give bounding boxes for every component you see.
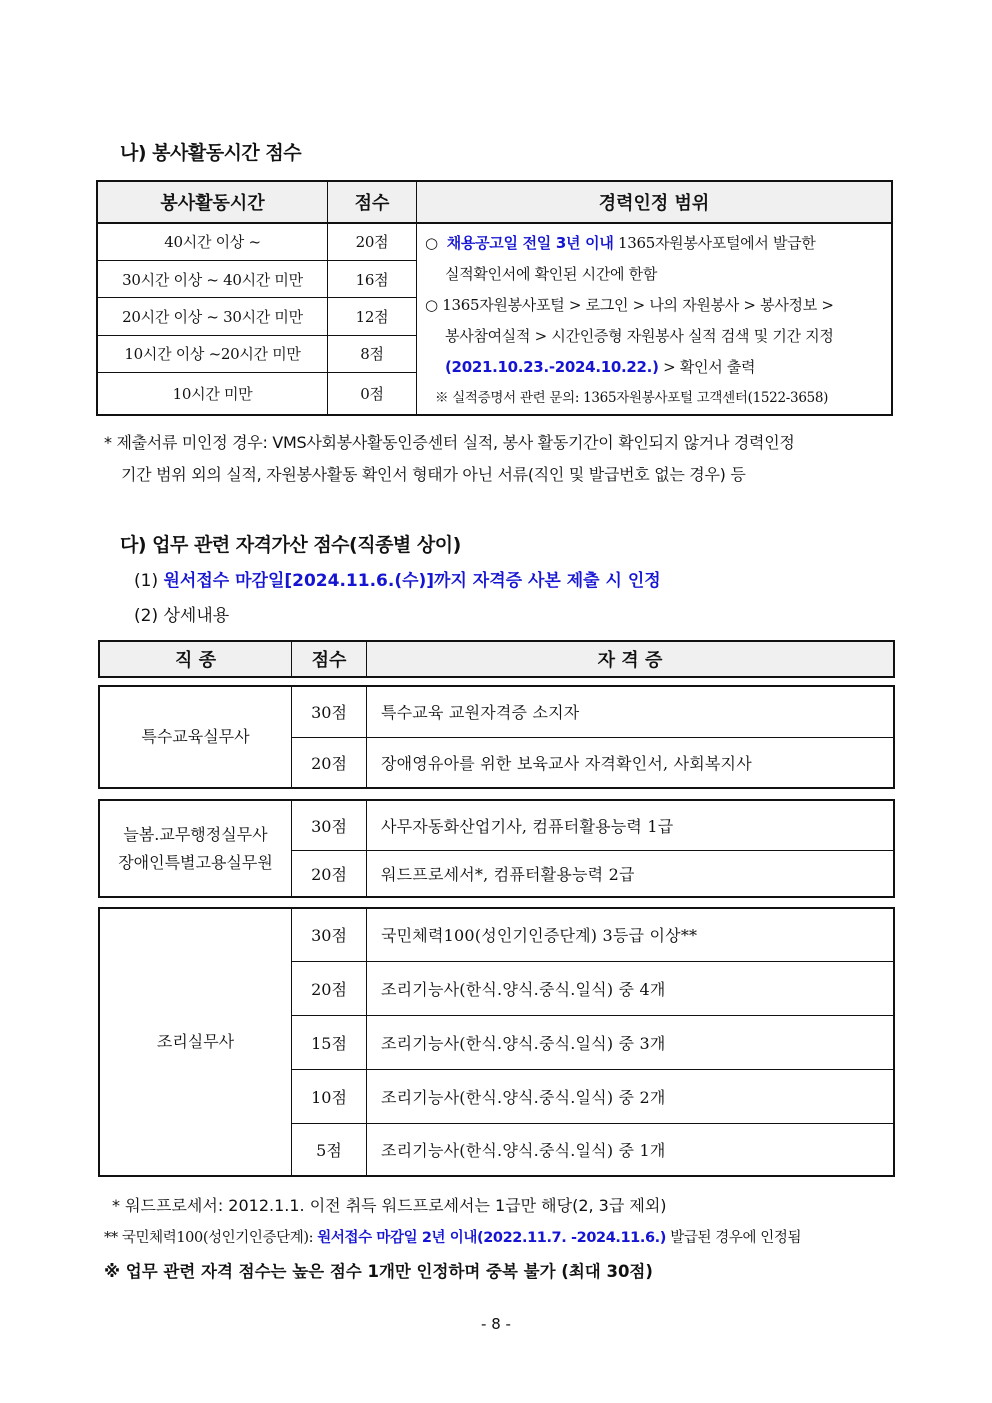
- page-number: - 8 -: [481, 1315, 511, 1333]
- volunteer-note-line2: 기간 범위 외의 실적, 자원봉사활동 확인서 형태가 아닌 서류(직인 및 발급번호 없는 경우) 등: [121, 465, 746, 484]
- volunteer-score-table: [96, 180, 893, 416]
- header-score: 점수: [292, 641, 367, 677]
- hours-cell: 10시간 이상 ~20시간 미만: [97, 335, 328, 372]
- hours-cell: 30시간 이상 ~ 40시간 미만: [97, 260, 328, 297]
- header-volunteer-hours: 봉사활동시간: [97, 181, 328, 223]
- range-bullet-1-cont: 실적확인서에 확인된 시간에 한함: [445, 265, 658, 283]
- range-note: ※ 실적증명서 관련 문의: 1365자원봉사포털 고객센터(1522-3658): [435, 390, 829, 406]
- certificate-cell: 사무자동화산업기사, 컴퓨터활용능력 1급: [367, 800, 895, 850]
- score-cell: 10점: [292, 1069, 367, 1123]
- qualification-header-table: [98, 640, 895, 678]
- header-job: 직 종: [99, 641, 292, 677]
- footnote-fitness: ** 국민체력100(성인기인증단계): 원서접수 마감일 2년 이내(2022.11.7. -2024.11.6.) 발급된 경우에 인정됨: [104, 1230, 802, 1246]
- volunteer-note-line1: * 제출서류 미인정 경우: VMS사회봉사활동인증센터 실적, 봉사 활동기간이 확인되지 않거나 경력인정: [104, 433, 795, 452]
- range-bullet-1: ○ 채용공고일 전일 3년 이내 1365자원봉사포털에서 발급한: [425, 234, 816, 252]
- qualification-group-cook: [98, 907, 895, 1177]
- certificate-cell: 국민체력100(성인기인증단계) 3등급 이상**: [367, 908, 895, 961]
- certificate-cell: 조리기능사(한식.양식.중식.일식) 중 4개: [367, 961, 895, 1015]
- hours-cell: 40시간 이상 ~: [97, 223, 328, 260]
- job-cell: 특수교육실무사: [99, 686, 292, 788]
- score-cell: 15점: [292, 1015, 367, 1069]
- score-cell: 20점: [292, 961, 367, 1015]
- range-cell: [417, 223, 893, 415]
- job-cell: 늘봄.교무행정실무사 장애인특별고용실무원: [99, 800, 292, 897]
- header-score: 점수: [328, 181, 417, 223]
- score-cell: 20점: [292, 737, 367, 788]
- certificate-cell: 워드프로세서*, 컴퓨터활용능력 2급: [367, 850, 895, 897]
- header-certificate: 자 격 증: [367, 641, 895, 677]
- job-cell: 조리실무사: [99, 908, 292, 1176]
- score-cell: 30점: [292, 908, 367, 961]
- certificate-cell: 조리기능사(한식.양식.중식.일식) 중 3개: [367, 1015, 895, 1069]
- qualification-group-special-ed: [98, 685, 895, 789]
- score-cell: 12점: [328, 298, 417, 335]
- range-bullet-2-cont: 봉사참여실적 > 시간인증형 자원봉사 실적 검색 및 기간 지정: [445, 327, 834, 345]
- qualification-item-1: (1) 원서접수 마감일[2024.11.6.(수)]까지 자격증 사본 제출 시 인정: [134, 571, 661, 591]
- qualification-group-admin: [98, 799, 895, 898]
- score-cell: 8점: [328, 335, 417, 372]
- score-cell: 5점: [292, 1123, 367, 1176]
- certificate-cell: 특수교육 교원자격증 소지자: [367, 686, 895, 737]
- section-title-volunteer: 나) 봉사활동시간 점수: [120, 142, 302, 164]
- header-range: 경력인정 범위: [417, 181, 893, 223]
- score-cell: 0점: [328, 373, 417, 416]
- qualification-item-2: (2) 상세내용: [134, 606, 230, 626]
- score-cell: 20점: [292, 850, 367, 897]
- range-bullet-2: ○ 1365자원봉사포털 > 로그인 > 나의 자원봉사 > 봉사정보 >: [425, 296, 834, 314]
- hours-cell: 10시간 미만: [97, 373, 328, 416]
- hours-cell: 20시간 이상 ~ 30시간 미만: [97, 298, 328, 335]
- certificate-cell: 조리기능사(한식.양식.중식.일식) 중 1개: [367, 1123, 895, 1176]
- score-cell: 16점: [328, 260, 417, 297]
- section-title-qualification: 다) 업무 관련 자격가산 점수(직종별 상이): [120, 534, 461, 556]
- footnote-max-score: ※ 업무 관련 자격 점수는 높은 점수 1개만 인정하며 중복 불가 (최대 30점): [104, 1262, 653, 1281]
- range-highlight: 채용공고일 전일 3년 이내: [446, 234, 614, 252]
- score-cell: 30점: [292, 686, 367, 737]
- footnote-wordprocessor: * 워드프로세서: 2012.1.1. 이전 취득 워드프로세서는 1급만 해당(2, 3급 제외): [112, 1196, 667, 1215]
- score-cell: 30점: [292, 800, 367, 850]
- score-cell: 20점: [328, 223, 417, 260]
- range-bullet-2-date: (2021.10.23.-2024.10.22.) > 확인서 출력: [445, 358, 756, 376]
- certificate-cell: 조리기능사(한식.양식.중식.일식) 중 2개: [367, 1069, 895, 1123]
- certificate-cell: 장애영유아를 위한 보육교사 자격확인서, 사회복지사: [367, 737, 895, 788]
